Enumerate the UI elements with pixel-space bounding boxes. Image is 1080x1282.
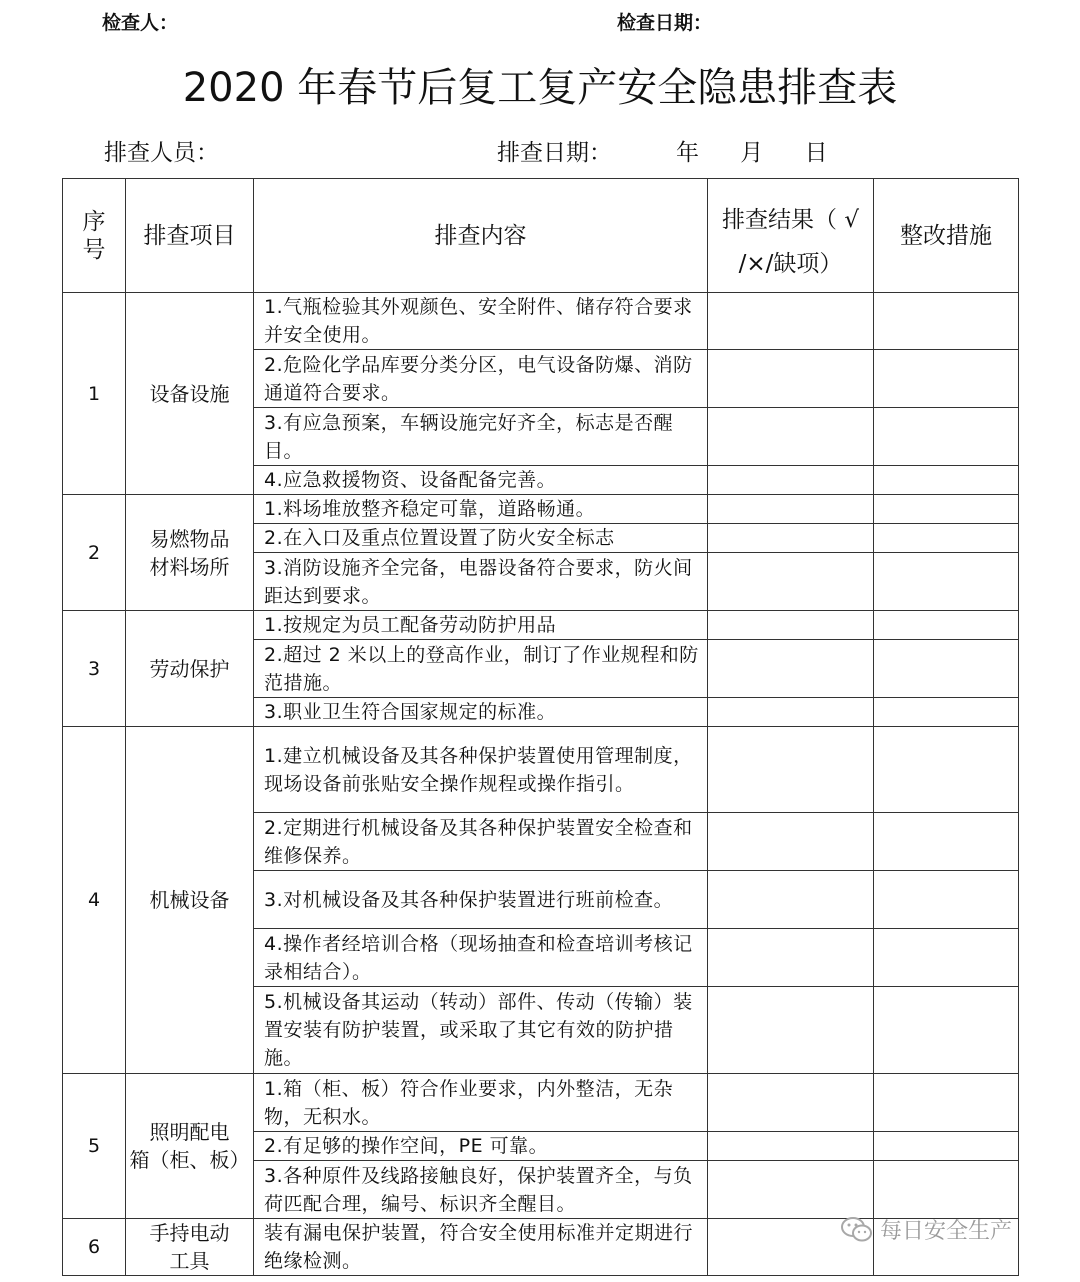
measure-cell[interactable] xyxy=(874,466,1019,495)
row-category-line: 照明配电 xyxy=(149,1120,230,1144)
header-result-line: /×/缺项） xyxy=(738,250,843,277)
screen-date-label: 排查日期： xyxy=(497,140,612,166)
row-seq: 3 xyxy=(63,611,126,727)
row-content: 装有漏电保护装置，符合安全使用标准并定期进行绝缘检测。 xyxy=(254,1219,708,1276)
header-item: 排查项目 xyxy=(126,179,254,293)
measure-cell[interactable] xyxy=(874,1132,1019,1161)
header-seq xyxy=(63,179,126,293)
measure-cell[interactable] xyxy=(874,987,1019,1074)
watermark-text: 每日安全生产 xyxy=(880,1219,1013,1244)
table-row xyxy=(63,727,1019,813)
result-cell[interactable] xyxy=(708,466,874,495)
row-content: 4.操作者经培训合格（现场抽查和检查培训考核记录相结合）。 xyxy=(254,929,708,987)
row-content: 2.有足够的操作空间，PE 可靠。 xyxy=(254,1132,708,1161)
measure-cell[interactable] xyxy=(874,727,1019,813)
header-seq-line: 号 xyxy=(82,236,106,263)
row-seq: 4 xyxy=(63,727,126,1074)
row-category-line: 机械设备 xyxy=(149,888,230,912)
result-cell[interactable] xyxy=(708,698,874,727)
row-content: 4.应急救援物资、设备配备完善。 xyxy=(254,466,708,495)
row-content: 1.料场堆放整齐稳定可靠，道路畅通。 xyxy=(254,495,708,524)
row-content: 2.超过 2 米以上的登高作业，制订了作业规程和防范措施。 xyxy=(254,640,708,698)
row-content: 3.消防设施齐全完备，电器设备符合要求，防火间距达到要求。 xyxy=(254,553,708,611)
row-content: 3.职业卫生符合国家规定的标准。 xyxy=(254,698,708,727)
wechat-icon xyxy=(840,1215,874,1245)
row-content: 1.建立机械设备及其各种保护装置使用管理制度，现场设备前张贴安全操作规程或操作指引。 xyxy=(254,727,708,813)
page-title: 2020 年春节后复工复产安全隐患排查表 xyxy=(182,65,898,111)
result-cell[interactable] xyxy=(708,813,874,871)
header-result-line: 排查结果（ √ xyxy=(722,206,859,233)
measure-cell[interactable] xyxy=(874,1161,1019,1219)
row-content: 3.有应急预案，车辆设施完好齐全，标志是否醒目。 xyxy=(254,408,708,466)
row-category-line: 设备设施 xyxy=(149,381,230,406)
row-category-line: 箱（柜、板） xyxy=(129,1148,250,1172)
result-cell[interactable] xyxy=(708,1132,874,1161)
row-category-line: 易燃物品 xyxy=(149,526,230,551)
row-category-line: 手持电动 xyxy=(149,1221,230,1245)
screen-date-ymd: 年 月 日 xyxy=(676,140,828,166)
row-seq: 5 xyxy=(63,1074,126,1219)
result-cell[interactable] xyxy=(708,929,874,987)
result-cell[interactable] xyxy=(708,553,874,611)
row-seq: 1 xyxy=(63,293,126,495)
measure-cell[interactable] xyxy=(874,871,1019,929)
measure-cell[interactable] xyxy=(874,640,1019,698)
row-content: 3.各种原件及线路接触良好，保护装置齐全，与负荷匹配合理，编号、标识齐全醒目。 xyxy=(254,1161,708,1219)
result-cell[interactable] xyxy=(708,611,874,640)
header-measure: 整改措施 xyxy=(874,179,1019,293)
table-header-row xyxy=(63,179,1019,293)
table-row xyxy=(63,293,1019,350)
measure-cell[interactable] xyxy=(874,495,1019,524)
row-seq: 6 xyxy=(63,1219,126,1276)
row-content: 2.危险化学品库要分类分区，电气设备防爆、消防通道符合要求。 xyxy=(254,350,708,408)
result-cell[interactable] xyxy=(708,408,874,466)
result-cell[interactable] xyxy=(708,640,874,698)
screen-person-label: 排查人员： xyxy=(104,140,219,166)
table-row xyxy=(63,495,1019,524)
row-category-line: 工具 xyxy=(169,1249,210,1273)
result-cell[interactable] xyxy=(708,871,874,929)
result-cell[interactable] xyxy=(708,1161,874,1219)
measure-cell[interactable] xyxy=(874,929,1019,987)
result-cell[interactable] xyxy=(708,524,874,553)
measure-cell[interactable] xyxy=(874,293,1019,350)
measure-cell[interactable] xyxy=(874,698,1019,727)
result-cell[interactable] xyxy=(708,727,874,813)
result-cell[interactable] xyxy=(708,495,874,524)
row-seq: 2 xyxy=(63,495,126,611)
measure-cell[interactable] xyxy=(874,553,1019,611)
header-content: 排查内容 xyxy=(254,179,708,293)
inspect-date-label: 检查日期： xyxy=(617,12,713,34)
row-category xyxy=(126,1074,254,1219)
inspector-label: 检查人： xyxy=(102,12,179,34)
measure-cell[interactable] xyxy=(874,611,1019,640)
measure-cell[interactable] xyxy=(874,524,1019,553)
header-seq-line: 序 xyxy=(82,208,106,235)
measure-cell[interactable] xyxy=(874,350,1019,408)
result-cell[interactable] xyxy=(708,1074,874,1132)
result-cell[interactable] xyxy=(708,350,874,408)
row-content: 5.机械设备其运动（转动）部件、传动（传输）装置安装有防护装置，或采取了其它有效的防护措施。 xyxy=(254,987,708,1074)
row-category-line: 劳动保护 xyxy=(149,656,230,681)
watermark xyxy=(840,1214,1012,1245)
measure-cell[interactable] xyxy=(874,813,1019,871)
row-content: 2.在入口及重点位置设置了防火安全标志 xyxy=(254,524,708,553)
header-result xyxy=(708,179,874,293)
inspection-table xyxy=(62,178,1019,1276)
row-content: 1.气瓶检验其外观颜色、安全附件、储存符合要求并安全使用。 xyxy=(254,293,708,350)
measure-cell[interactable] xyxy=(874,408,1019,466)
row-category xyxy=(126,1219,254,1276)
result-cell[interactable] xyxy=(708,293,874,350)
row-category xyxy=(126,495,254,611)
row-category xyxy=(126,727,254,1074)
row-category xyxy=(126,293,254,495)
row-category xyxy=(126,611,254,727)
measure-cell[interactable] xyxy=(874,1074,1019,1132)
row-content: 1.按规定为员工配备劳动防护用品 xyxy=(254,611,708,640)
table-row xyxy=(63,1074,1019,1132)
row-category-line: 材料场所 xyxy=(149,554,230,579)
table-row xyxy=(63,611,1019,640)
row-content: 1.箱（柜、板）符合作业要求，内外整洁，无杂物，无积水。 xyxy=(254,1074,708,1132)
row-content: 2.定期进行机械设备及其各种保护装置安全检查和维修保养。 xyxy=(254,813,708,871)
result-cell[interactable] xyxy=(708,987,874,1074)
row-content: 3.对机械设备及其各种保护装置进行班前检查。 xyxy=(254,871,708,929)
